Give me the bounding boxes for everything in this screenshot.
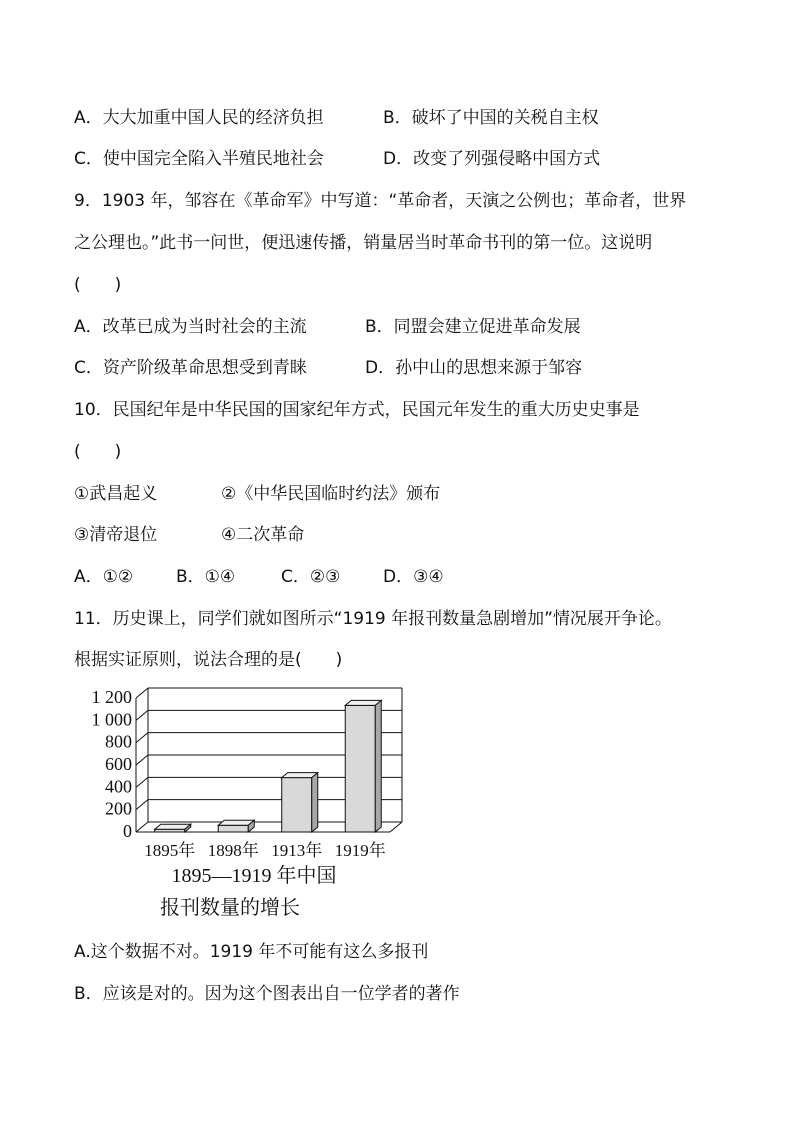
q10-option-d: D．③④ (383, 567, 444, 587)
chart-y-ticks (92, 687, 133, 841)
q11-stem-line1: 11．历史课上，同学们就如图所示“1919 年报刊数量急剧增加”情况展开争论。 (74, 609, 672, 629)
chart-x-tick-label: 1919年 (334, 841, 386, 860)
chart-bar (218, 820, 254, 832)
q11-option-a: A.这个数据不对。1919 年不可能有这么多报刊 (74, 942, 429, 962)
q10-option-c: C．②③ (281, 567, 341, 587)
chart-x-ticks (144, 840, 386, 860)
q8-option-d: D．改变了列强侵略中国方式 (383, 149, 601, 169)
q9-option-b: B．同盟会建立促进革命发展 (365, 317, 581, 337)
chart-bar-side (375, 700, 381, 832)
chart-gridline-diag (136, 733, 148, 743)
chart-x-tick-label: 1898年 (207, 841, 259, 860)
q10-option-a: A．①② (74, 567, 134, 587)
chart-bar-front (218, 825, 248, 832)
chart-gridline-diag (136, 710, 148, 720)
q9-option-c: C．资产阶级革命思想受到青睐 (74, 358, 307, 378)
chart-y-tick-label: 400 (105, 776, 132, 797)
chart-bars (155, 700, 382, 832)
newspaper-growth-chart (74, 686, 414, 926)
q10-item-3: ③清帝退位 (74, 525, 158, 545)
chart-y-tick-label: 600 (105, 754, 132, 774)
q8-option-b: B．破坏了中国的关税自主权 (383, 108, 599, 128)
chart-bar-side (312, 773, 318, 832)
q10-stem-line1: 10．民国纪年是中华民国的国家纪年方式，民国元年发生的重大历史史事是 (74, 400, 640, 420)
chart-y-tick-label: 1 000 (91, 709, 132, 730)
q9-stem-line1: 9．1903 年，邹容在《革命军》中写道：“革命者，天演之公例也；革命者，世界 (74, 191, 687, 211)
chart-y-tick-label: 1 200 (91, 687, 132, 707)
q9-option-d: D．孙中山的思想来源于邹容 (365, 358, 583, 378)
chart-bar-front (282, 778, 312, 832)
chart-y-tick-label: 800 (105, 731, 132, 752)
chart-x-tick-label: 1895年 (144, 841, 196, 860)
chart-gridline-diag (136, 755, 148, 765)
chart-y-tick-label: 0 (123, 821, 132, 841)
chart-x-tick-label: 1913年 (271, 841, 323, 860)
q10-answer-paren: ( ) (74, 442, 122, 462)
q10-item-1: ①武昌起义 (74, 484, 158, 504)
q11-option-b: B．应该是对的。因为这个图表出自一位学者的著作 (74, 984, 460, 1004)
q9-stem-line2: 之公理也。”此书一问世，便迅速传播，销量居当时革命书刊的第一位。这说明 (74, 233, 653, 253)
chart-gridline-diag (136, 800, 148, 810)
chart-floor-right (390, 822, 402, 832)
chart-title-line2: 报刊数量的增长 (160, 897, 300, 919)
q10-item-4: ④二次革命 (221, 525, 305, 545)
chart-bar (155, 824, 191, 832)
chart-title-line1: 1895—1919 年中国 (171, 865, 337, 887)
chart-y-tick-label: 200 (105, 798, 132, 819)
q8-option-c: C．使中国完全陷入半殖民地社会 (74, 149, 324, 169)
chart-gridline-diag (136, 688, 148, 698)
chart-gridline-diag (136, 777, 148, 787)
chart-bar-front (345, 705, 375, 832)
q9-answer-paren: ( ) (74, 275, 122, 295)
q10-item-2: ②《中华民国临时约法》颁布 (221, 484, 441, 504)
q11-stem-line2: 根据实证原则，说法合理的是( ) (74, 650, 343, 670)
chart-bar (345, 700, 381, 832)
q8-option-a: A．大大加重中国人民的经济负担 (74, 108, 324, 128)
chart-gridline-diag (136, 822, 148, 832)
q10-option-b: B．①④ (176, 567, 236, 587)
q9-option-a: A．改革已成为当时社会的主流 (74, 317, 307, 337)
chart-bar (282, 773, 318, 832)
